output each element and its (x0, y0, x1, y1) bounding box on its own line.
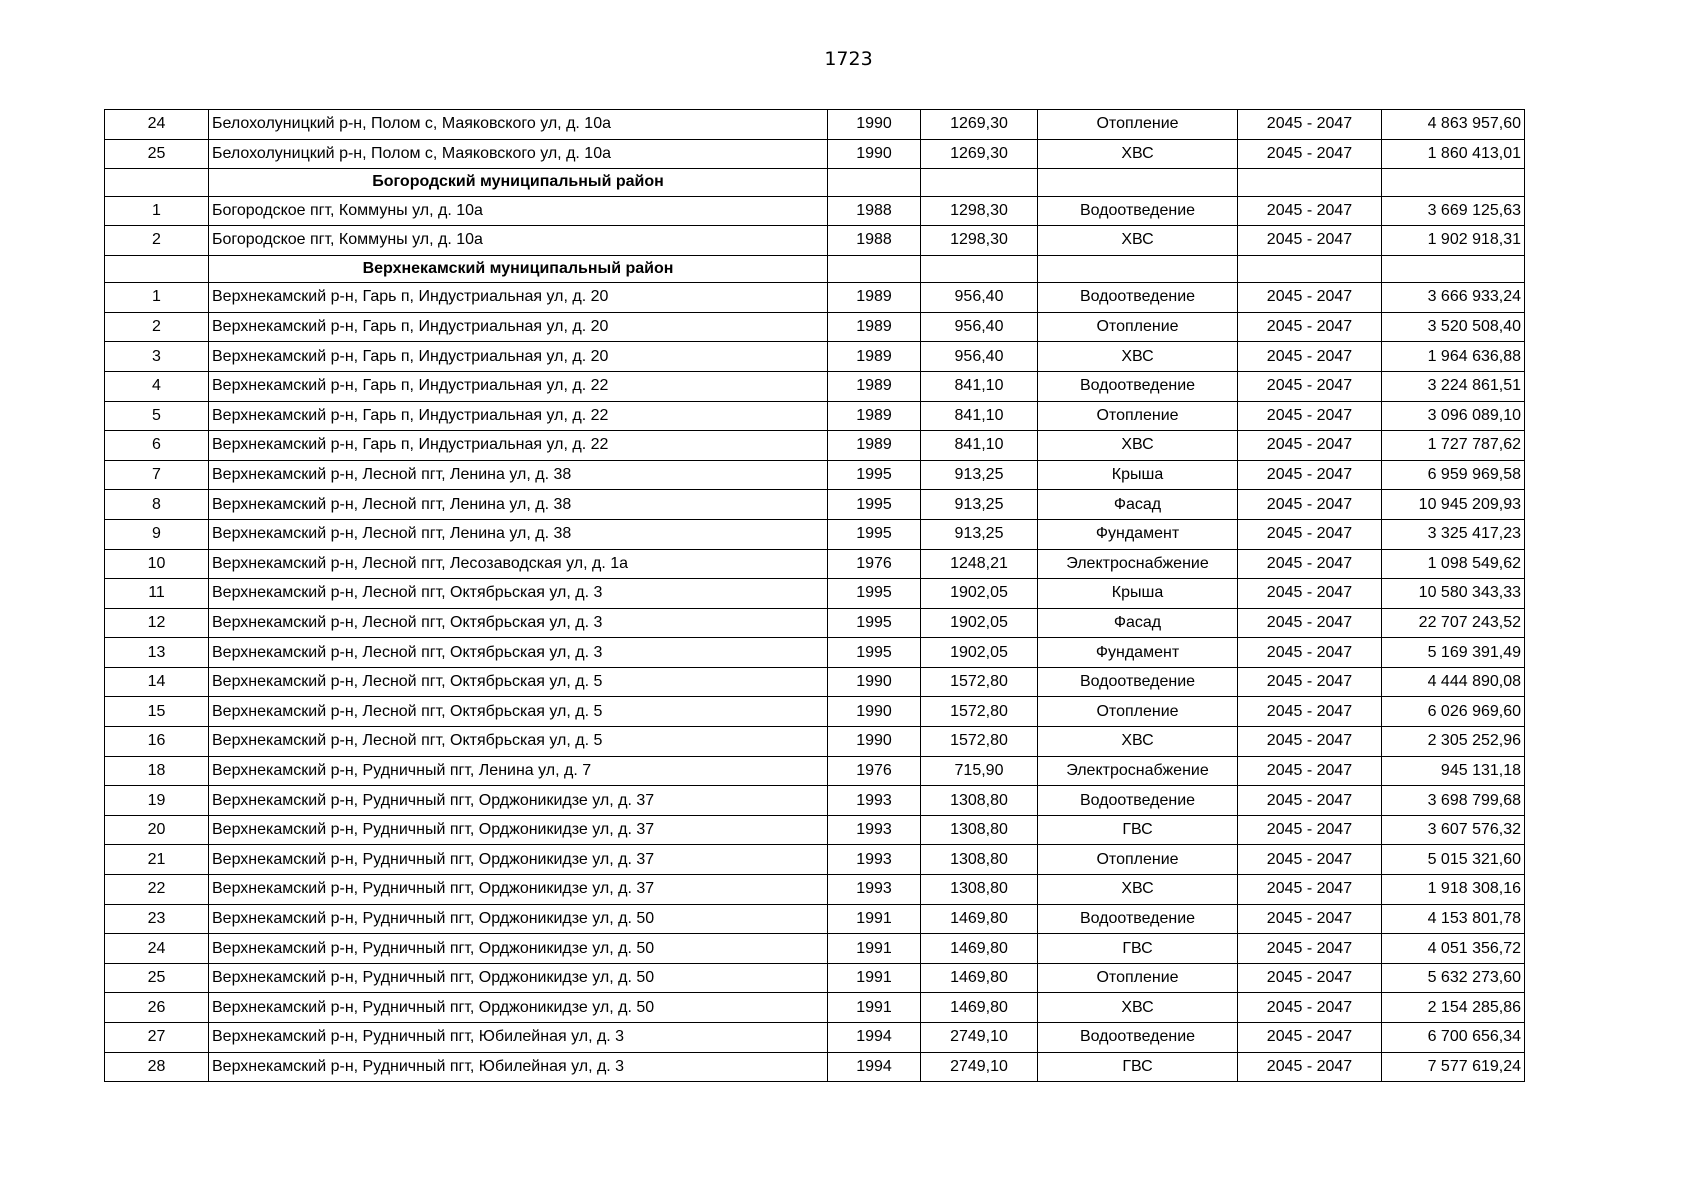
row-number: 12 (105, 608, 209, 638)
work-type-cell: ХВС (1038, 139, 1238, 169)
table-row (105, 371, 1525, 401)
work-type-cell: Отопление (1038, 401, 1238, 431)
area-cell: 913,25 (921, 519, 1038, 549)
work-type-cell: Отопление (1038, 963, 1238, 993)
period-cell: 2045 - 2047 (1238, 519, 1382, 549)
address-cell: Верхнекамский р-н, Рудничный пгт, Юбилейная ул, д. 3 (209, 1052, 828, 1082)
work-type-cell: ГВС (1038, 934, 1238, 964)
period-cell: 2045 - 2047 (1238, 1023, 1382, 1053)
row-number: 26 (105, 993, 209, 1023)
cost-cell: 3 520 508,40 (1382, 312, 1525, 342)
work-type-cell: ХВС (1038, 226, 1238, 256)
work-type-cell: Фундамент (1038, 638, 1238, 668)
period-cell: 2045 - 2047 (1238, 815, 1382, 845)
table-row (105, 226, 1525, 256)
section-header-row (105, 255, 1525, 282)
period-cell: 2045 - 2047 (1238, 490, 1382, 520)
area-cell: 1308,80 (921, 845, 1038, 875)
row-number: 11 (105, 579, 209, 609)
period-cell: 2045 - 2047 (1238, 342, 1382, 372)
repair-schedule-table (104, 109, 1525, 1082)
area-cell: 956,40 (921, 342, 1038, 372)
work-type-cell: Крыша (1038, 460, 1238, 490)
period-cell: 2045 - 2047 (1238, 226, 1382, 256)
table-row (105, 904, 1525, 934)
year-cell: 1990 (828, 667, 921, 697)
year-cell: 1989 (828, 401, 921, 431)
period-cell: 2045 - 2047 (1238, 638, 1382, 668)
year-cell: 1991 (828, 904, 921, 934)
row-number: 18 (105, 756, 209, 786)
row-number: 9 (105, 519, 209, 549)
section-title: Богородский муниципальный район (209, 169, 828, 196)
cost-cell: 10 580 343,33 (1382, 579, 1525, 609)
table-row (105, 401, 1525, 431)
area-cell: 2749,10 (921, 1023, 1038, 1053)
address-cell: Богородское пгт, Коммуны ул, д. 10а (209, 196, 828, 226)
row-number: 25 (105, 139, 209, 169)
address-cell: Верхнекамский р-н, Рудничный пгт, Орджоникидзе ул, д. 50 (209, 904, 828, 934)
period-cell: 2045 - 2047 (1238, 579, 1382, 609)
table-row (105, 786, 1525, 816)
row-number: 2 (105, 312, 209, 342)
section-header-row (105, 169, 1525, 196)
row-number: 1 (105, 196, 209, 226)
year-cell: 1988 (828, 226, 921, 256)
area-cell: 1298,30 (921, 226, 1038, 256)
address-cell: Верхнекамский р-н, Рудничный пгт, Орджоникидзе ул, д. 37 (209, 786, 828, 816)
work-type-cell: Фундамент (1038, 519, 1238, 549)
year-cell: 1991 (828, 993, 921, 1023)
row-number: 10 (105, 549, 209, 579)
empty-cell (921, 255, 1038, 282)
row-number: 22 (105, 875, 209, 905)
address-cell: Верхнекамский р-н, Гарь п, Индустриальная ул, д. 22 (209, 431, 828, 461)
work-type-cell: ХВС (1038, 727, 1238, 757)
address-cell: Верхнекамский р-н, Гарь п, Индустриальная ул, д. 22 (209, 401, 828, 431)
area-cell: 1902,05 (921, 608, 1038, 638)
cost-cell: 945 131,18 (1382, 756, 1525, 786)
area-cell: 1572,80 (921, 697, 1038, 727)
address-cell: Богородское пгт, Коммуны ул, д. 10а (209, 226, 828, 256)
work-type-cell: Отопление (1038, 312, 1238, 342)
table-row (105, 815, 1525, 845)
table-row (105, 196, 1525, 226)
address-cell: Верхнекамский р-н, Лесной пгт, Октябрьская ул, д. 5 (209, 697, 828, 727)
address-cell: Верхнекамский р-н, Гарь п, Индустриальная ул, д. 22 (209, 371, 828, 401)
work-type-cell: Отопление (1038, 845, 1238, 875)
period-cell: 2045 - 2047 (1238, 963, 1382, 993)
empty-cell (828, 169, 921, 196)
work-type-cell: ХВС (1038, 431, 1238, 461)
cost-cell: 1 902 918,31 (1382, 226, 1525, 256)
table-row (105, 963, 1525, 993)
table-row (105, 139, 1525, 169)
work-type-cell: Водоотведение (1038, 786, 1238, 816)
work-type-cell: ХВС (1038, 875, 1238, 905)
year-cell: 1989 (828, 371, 921, 401)
period-cell: 2045 - 2047 (1238, 283, 1382, 313)
row-number: 7 (105, 460, 209, 490)
year-cell: 1990 (828, 110, 921, 140)
address-cell: Верхнекамский р-н, Рудничный пгт, Орджоникидзе ул, д. 37 (209, 875, 828, 905)
cost-cell: 5 169 391,49 (1382, 638, 1525, 668)
work-type-cell: Фасад (1038, 490, 1238, 520)
row-number: 2 (105, 226, 209, 256)
table-row (105, 431, 1525, 461)
address-cell: Верхнекамский р-н, Гарь п, Индустриальная ул, д. 20 (209, 342, 828, 372)
row-number: 25 (105, 963, 209, 993)
year-cell: 1995 (828, 608, 921, 638)
cost-cell: 3 666 933,24 (1382, 283, 1525, 313)
period-cell: 2045 - 2047 (1238, 110, 1382, 140)
year-cell: 1994 (828, 1052, 921, 1082)
cost-cell: 6 959 969,58 (1382, 460, 1525, 490)
table-row (105, 727, 1525, 757)
address-cell: Верхнекамский р-н, Рудничный пгт, Ленина ул, д. 7 (209, 756, 828, 786)
cost-cell: 1 727 787,62 (1382, 431, 1525, 461)
year-cell: 1994 (828, 1023, 921, 1053)
area-cell: 1308,80 (921, 786, 1038, 816)
table-row (105, 875, 1525, 905)
cost-cell: 3 607 576,32 (1382, 815, 1525, 845)
address-cell: Верхнекамский р-н, Лесной пгт, Лесозаводская ул, д. 1а (209, 549, 828, 579)
year-cell: 1991 (828, 934, 921, 964)
cost-cell: 4 051 356,72 (1382, 934, 1525, 964)
area-cell: 1572,80 (921, 727, 1038, 757)
address-cell: Верхнекамский р-н, Рудничный пгт, Юбилейная ул, д. 3 (209, 1023, 828, 1053)
year-cell: 1988 (828, 196, 921, 226)
area-cell: 841,10 (921, 371, 1038, 401)
period-cell: 2045 - 2047 (1238, 312, 1382, 342)
address-cell: Верхнекамский р-н, Лесной пгт, Ленина ул, д. 38 (209, 490, 828, 520)
period-cell: 2045 - 2047 (1238, 697, 1382, 727)
year-cell: 1990 (828, 139, 921, 169)
area-cell: 1469,80 (921, 904, 1038, 934)
period-cell: 2045 - 2047 (1238, 756, 1382, 786)
row-number: 21 (105, 845, 209, 875)
table-row (105, 934, 1525, 964)
empty-cell (1382, 255, 1525, 282)
row-number: 13 (105, 638, 209, 668)
address-cell: Верхнекамский р-н, Лесной пгт, Октябрьская ул, д. 3 (209, 579, 828, 609)
row-number: 24 (105, 934, 209, 964)
area-cell: 1902,05 (921, 579, 1038, 609)
year-cell: 1995 (828, 490, 921, 520)
address-cell: Верхнекамский р-н, Лесной пгт, Октябрьская ул, д. 5 (209, 727, 828, 757)
cost-cell: 3 669 125,63 (1382, 196, 1525, 226)
table-row (105, 579, 1525, 609)
empty-cell (1038, 255, 1238, 282)
cost-cell: 2 305 252,96 (1382, 727, 1525, 757)
area-cell: 913,25 (921, 490, 1038, 520)
year-cell: 1993 (828, 815, 921, 845)
area-cell: 1572,80 (921, 667, 1038, 697)
row-number: 4 (105, 371, 209, 401)
year-cell: 1990 (828, 727, 921, 757)
area-cell: 1298,30 (921, 196, 1038, 226)
cost-cell: 3 325 417,23 (1382, 519, 1525, 549)
year-cell: 1976 (828, 756, 921, 786)
period-cell: 2045 - 2047 (1238, 667, 1382, 697)
area-cell: 1902,05 (921, 638, 1038, 668)
year-cell: 1989 (828, 283, 921, 313)
area-cell: 841,10 (921, 401, 1038, 431)
address-cell: Белохолуницкий р-н, Полом с, Маяковского ул, д. 10а (209, 110, 828, 140)
work-type-cell: Отопление (1038, 110, 1238, 140)
table-row (105, 638, 1525, 668)
empty-cell (105, 169, 209, 196)
work-type-cell: Водоотведение (1038, 371, 1238, 401)
row-number: 20 (105, 815, 209, 845)
period-cell: 2045 - 2047 (1238, 786, 1382, 816)
row-number: 6 (105, 431, 209, 461)
area-cell: 715,90 (921, 756, 1038, 786)
year-cell: 1995 (828, 638, 921, 668)
area-cell: 1469,80 (921, 963, 1038, 993)
empty-cell (1238, 169, 1382, 196)
year-cell: 1993 (828, 845, 921, 875)
address-cell: Белохолуницкий р-н, Полом с, Маяковского ул, д. 10а (209, 139, 828, 169)
period-cell: 2045 - 2047 (1238, 371, 1382, 401)
work-type-cell: Водоотведение (1038, 904, 1238, 934)
period-cell: 2045 - 2047 (1238, 460, 1382, 490)
table-row (105, 342, 1525, 372)
period-cell: 2045 - 2047 (1238, 727, 1382, 757)
empty-cell (1038, 169, 1238, 196)
empty-cell (1238, 255, 1382, 282)
cost-cell: 22 707 243,52 (1382, 608, 1525, 638)
cost-cell: 1 964 636,88 (1382, 342, 1525, 372)
period-cell: 2045 - 2047 (1238, 934, 1382, 964)
year-cell: 1989 (828, 342, 921, 372)
year-cell: 1990 (828, 697, 921, 727)
row-number: 14 (105, 667, 209, 697)
work-type-cell: Отопление (1038, 697, 1238, 727)
row-number: 5 (105, 401, 209, 431)
address-cell: Верхнекамский р-н, Лесной пгт, Ленина ул, д. 38 (209, 519, 828, 549)
period-cell: 2045 - 2047 (1238, 549, 1382, 579)
address-cell: Верхнекамский р-н, Рудничный пгт, Орджоникидзе ул, д. 37 (209, 845, 828, 875)
cost-cell: 10 945 209,93 (1382, 490, 1525, 520)
year-cell: 1993 (828, 875, 921, 905)
address-cell: Верхнекамский р-н, Рудничный пгт, Орджоникидзе ул, д. 37 (209, 815, 828, 845)
cost-cell: 3 096 089,10 (1382, 401, 1525, 431)
work-type-cell: Водоотведение (1038, 283, 1238, 313)
empty-cell (1382, 169, 1525, 196)
table-row (105, 1052, 1525, 1082)
period-cell: 2045 - 2047 (1238, 1052, 1382, 1082)
period-cell: 2045 - 2047 (1238, 904, 1382, 934)
address-cell: Верхнекамский р-н, Рудничный пгт, Орджоникидзе ул, д. 50 (209, 993, 828, 1023)
cost-cell: 4 444 890,08 (1382, 667, 1525, 697)
work-type-cell: ХВС (1038, 342, 1238, 372)
year-cell: 1995 (828, 579, 921, 609)
work-type-cell: ГВС (1038, 815, 1238, 845)
work-type-cell: Водоотведение (1038, 1023, 1238, 1053)
period-cell: 2045 - 2047 (1238, 845, 1382, 875)
work-type-cell: ХВС (1038, 993, 1238, 1023)
row-number: 8 (105, 490, 209, 520)
cost-cell: 1 860 413,01 (1382, 139, 1525, 169)
work-type-cell: Водоотведение (1038, 667, 1238, 697)
cost-cell: 1 918 308,16 (1382, 875, 1525, 905)
year-cell: 1995 (828, 460, 921, 490)
area-cell: 1269,30 (921, 110, 1038, 140)
area-cell: 1469,80 (921, 934, 1038, 964)
cost-cell: 5 015 321,60 (1382, 845, 1525, 875)
empty-cell (105, 255, 209, 282)
cost-cell: 3 224 861,51 (1382, 371, 1525, 401)
period-cell: 2045 - 2047 (1238, 196, 1382, 226)
table-row (105, 756, 1525, 786)
area-cell: 956,40 (921, 283, 1038, 313)
cost-cell: 4 863 957,60 (1382, 110, 1525, 140)
area-cell: 1308,80 (921, 875, 1038, 905)
table-row (105, 490, 1525, 520)
cost-cell: 1 098 549,62 (1382, 549, 1525, 579)
cost-cell: 5 632 273,60 (1382, 963, 1525, 993)
period-cell: 2045 - 2047 (1238, 431, 1382, 461)
period-cell: 2045 - 2047 (1238, 993, 1382, 1023)
period-cell: 2045 - 2047 (1238, 401, 1382, 431)
table-row (105, 667, 1525, 697)
row-number: 1 (105, 283, 209, 313)
address-cell: Верхнекамский р-н, Лесной пгт, Октябрьская ул, д. 5 (209, 667, 828, 697)
table-row (105, 549, 1525, 579)
area-cell: 841,10 (921, 431, 1038, 461)
row-number: 28 (105, 1052, 209, 1082)
address-cell: Верхнекамский р-н, Лесной пгт, Ленина ул, д. 38 (209, 460, 828, 490)
cost-cell: 6 026 969,60 (1382, 697, 1525, 727)
cost-cell: 3 698 799,68 (1382, 786, 1525, 816)
table-row (105, 519, 1525, 549)
table-row (105, 993, 1525, 1023)
cost-cell: 4 153 801,78 (1382, 904, 1525, 934)
row-number: 24 (105, 110, 209, 140)
year-cell: 1991 (828, 963, 921, 993)
work-type-cell: ГВС (1038, 1052, 1238, 1082)
year-cell: 1995 (828, 519, 921, 549)
section-title: Верхнекамский муниципальный район (209, 255, 828, 282)
area-cell: 913,25 (921, 460, 1038, 490)
year-cell: 1993 (828, 786, 921, 816)
cost-cell: 7 577 619,24 (1382, 1052, 1525, 1082)
year-cell: 1989 (828, 312, 921, 342)
work-type-cell: Крыша (1038, 579, 1238, 609)
empty-cell (921, 169, 1038, 196)
year-cell: 1976 (828, 549, 921, 579)
area-cell: 1269,30 (921, 139, 1038, 169)
period-cell: 2045 - 2047 (1238, 139, 1382, 169)
table-row (105, 283, 1525, 313)
table-body (105, 110, 1525, 1082)
area-cell: 1248,21 (921, 549, 1038, 579)
work-type-cell: Электроснабжение (1038, 549, 1238, 579)
row-number: 27 (105, 1023, 209, 1053)
address-cell: Верхнекамский р-н, Рудничный пгт, Орджоникидзе ул, д. 50 (209, 934, 828, 964)
work-type-cell: Водоотведение (1038, 196, 1238, 226)
area-cell: 1469,80 (921, 993, 1038, 1023)
row-number: 15 (105, 697, 209, 727)
cost-cell: 6 700 656,34 (1382, 1023, 1525, 1053)
area-cell: 2749,10 (921, 1052, 1038, 1082)
table-row (105, 460, 1525, 490)
year-cell: 1989 (828, 431, 921, 461)
address-cell: Верхнекамский р-н, Лесной пгт, Октябрьская ул, д. 3 (209, 608, 828, 638)
table-row (105, 110, 1525, 140)
row-number: 23 (105, 904, 209, 934)
period-cell: 2045 - 2047 (1238, 608, 1382, 638)
cost-cell: 2 154 285,86 (1382, 993, 1525, 1023)
row-number: 19 (105, 786, 209, 816)
address-cell: Верхнекамский р-н, Лесной пгт, Октябрьская ул, д. 3 (209, 638, 828, 668)
row-number: 16 (105, 727, 209, 757)
table-row (105, 312, 1525, 342)
period-cell: 2045 - 2047 (1238, 875, 1382, 905)
work-type-cell: Фасад (1038, 608, 1238, 638)
page-number: 1723 (824, 48, 873, 70)
row-number: 3 (105, 342, 209, 372)
empty-cell (828, 255, 921, 282)
table-row (105, 1023, 1525, 1053)
area-cell: 956,40 (921, 312, 1038, 342)
table-row (105, 608, 1525, 638)
table-row (105, 697, 1525, 727)
area-cell: 1308,80 (921, 815, 1038, 845)
address-cell: Верхнекамский р-н, Рудничный пгт, Орджоникидзе ул, д. 50 (209, 963, 828, 993)
address-cell: Верхнекамский р-н, Гарь п, Индустриальная ул, д. 20 (209, 283, 828, 313)
address-cell: Верхнекамский р-н, Гарь п, Индустриальная ул, д. 20 (209, 312, 828, 342)
work-type-cell: Электроснабжение (1038, 756, 1238, 786)
table-row (105, 845, 1525, 875)
